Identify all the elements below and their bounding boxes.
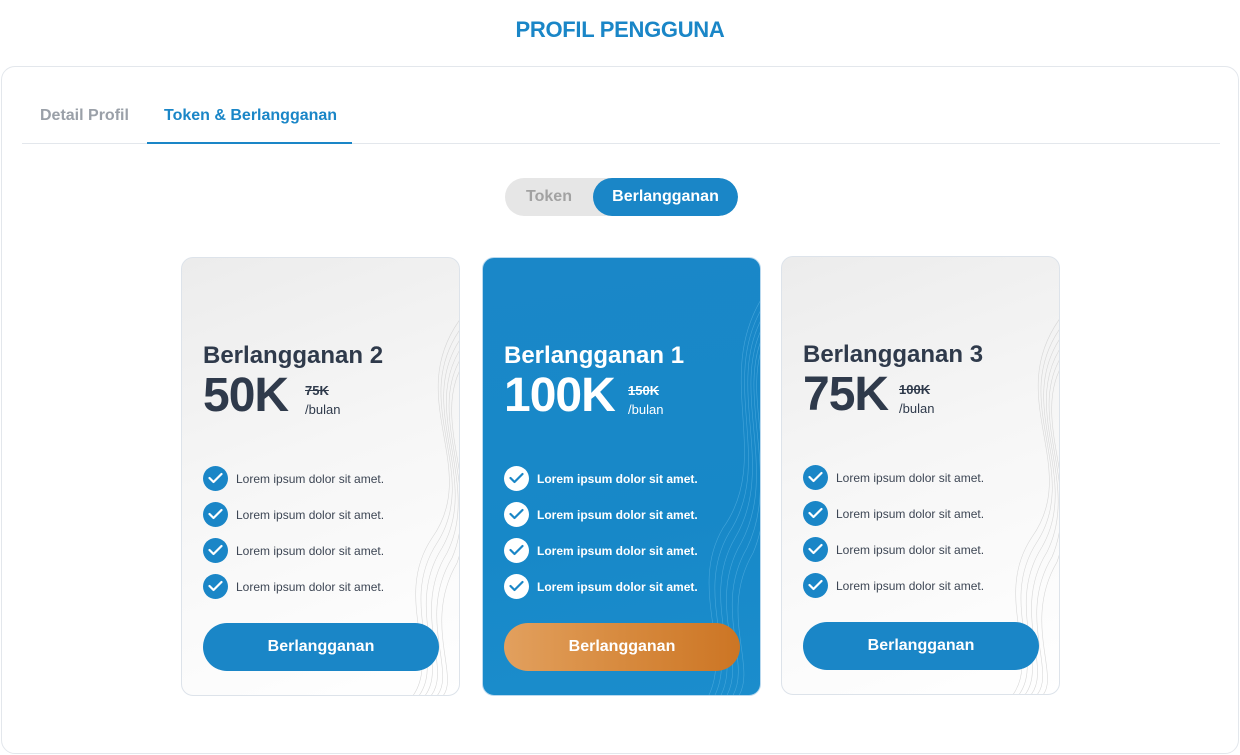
plan-name: Berlangganan 3 [803,341,984,368]
plan-feature-label: Lorem ipsum dolor sit amet. [836,507,985,521]
check-circle-icon [803,573,828,598]
check-circle-icon [803,501,828,526]
plan-period: /bulan [305,402,341,417]
toggle-option-berlangganan[interactable]: Berlangganan [593,178,738,216]
plan-card-featured [482,257,761,696]
check-circle-icon [504,574,529,599]
plan-old-price: 75K [305,383,329,398]
check-circle-icon [203,574,228,599]
plan-feature-label: Lorem ipsum dolor sit amet. [836,579,985,593]
tab-detail-profil[interactable]: Detail Profil [40,107,129,124]
plan-period: /bulan [628,402,664,417]
plan-feature-label: Lorem ipsum dolor sit amet. [236,580,385,594]
active-tab-indicator [147,142,352,144]
plan-card [781,256,1060,695]
plan-name: Berlangganan 2 [203,342,384,369]
check-circle-icon [203,538,228,563]
plan-price: 50K [203,369,289,422]
plan-name: Berlangganan 1 [504,342,685,369]
plan-feature-label: Lorem ipsum dolor sit amet. [236,472,385,486]
subscribe-button[interactable]: Berlangganan [203,623,439,671]
plan-feature-label: Lorem ipsum dolor sit amet. [836,543,985,557]
tab-token-berlangganan[interactable]: Token & Berlangganan [164,107,338,124]
check-circle-icon [803,465,828,490]
plan-feature-label: Lorem ipsum dolor sit amet. [236,544,385,558]
plan-price: 75K [803,368,889,421]
plan-feature-label: Lorem ipsum dolor sit amet. [537,508,698,522]
plan-feature-label: Lorem ipsum dolor sit amet. [537,544,698,558]
plan-card [181,257,460,696]
check-circle-icon [203,466,228,491]
plan-feature-label: Lorem ipsum dolor sit amet. [537,580,698,594]
plan-feature-label: Lorem ipsum dolor sit amet. [537,472,698,486]
check-circle-icon [803,537,828,562]
plan-old-price: 150K [628,383,660,398]
toggle-option-token[interactable]: Token [526,188,572,205]
page-title: PROFIL PENGGUNA [515,17,725,42]
token-subscription-toggle [505,178,738,216]
plan-old-price: 100K [899,382,931,397]
subscribe-button[interactable]: Berlangganan [504,623,740,671]
check-circle-icon [504,538,529,563]
check-circle-icon [203,502,228,527]
subscribe-button[interactable]: Berlangganan [803,622,1039,670]
check-circle-icon [504,502,529,527]
check-circle-icon [504,466,529,491]
profile-tabs [22,67,1220,144]
plan-feature-label: Lorem ipsum dolor sit amet. [236,508,385,522]
profile-panel [1,66,1239,754]
plan-period: /bulan [899,401,935,416]
plan-feature-label: Lorem ipsum dolor sit amet. [836,471,985,485]
plan-price: 100K [504,369,615,422]
